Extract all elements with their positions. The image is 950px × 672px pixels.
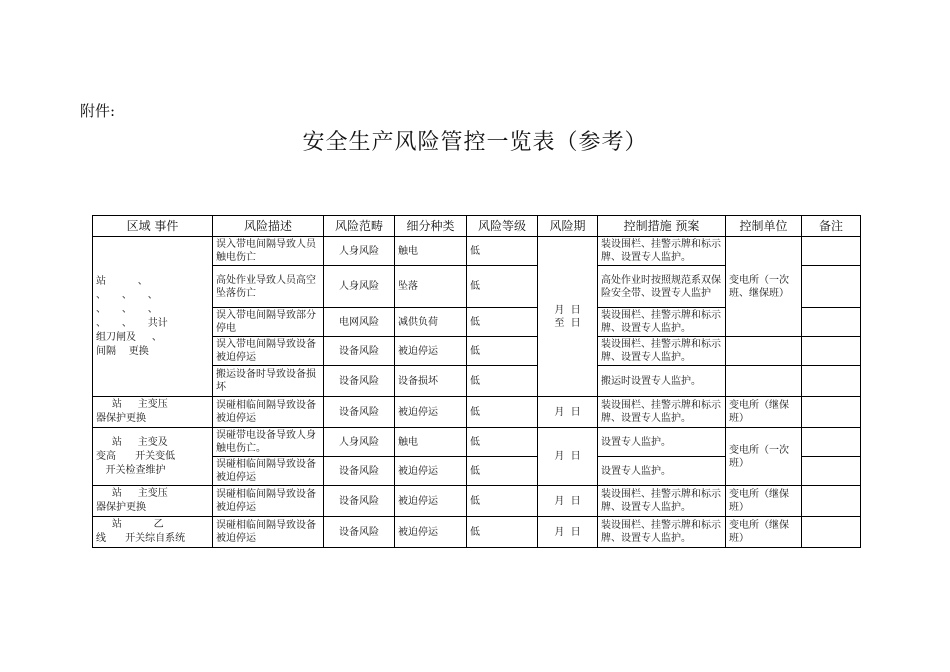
risk-period-cell: 月 日 [538,397,598,428]
risk-description-cell: 误碰相临间隔导致设备被迫停运 [213,486,324,517]
sub-type-cell: 被迫停运 [395,457,467,486]
risk-category-cell: 人身风险 [324,428,395,457]
header-risk-period: 风险期 [538,216,598,237]
risk-description-cell: 误碰带电设备导致人身触电伤亡。 [213,428,324,457]
header-risk-level: 风险等级 [467,216,538,237]
control-unit-cell: 变电所（继保班） [726,397,802,428]
remarks-cell [802,457,861,486]
area-event-cell: 站 主变压 器保护更换 [93,397,213,428]
risk-category-cell: 设备风险 [324,366,395,397]
risk-description-cell: 误入带电间隔导致设备被迫停运 [213,337,324,366]
area-event-cell: 站 、 、 、 、 、 、 、 、 、 共计 组刀闸及 、 间隔 更换 [93,237,213,397]
sub-type-cell: 被迫停运 [395,397,467,428]
risk-level-cell: 低 [467,457,538,486]
control-measure-cell: 装设围栏、挂警示牌和标示牌、设置专人监护。 [598,517,726,548]
risk-description-cell: 搬运设备时导致设备损坏 [213,366,324,397]
control-unit-cell-empty [726,337,802,366]
control-unit-cell: 变电所（一次班） [726,428,802,486]
sub-type-cell: 被迫停运 [395,517,467,548]
risk-level-cell: 低 [467,397,538,428]
remarks-cell [802,366,861,397]
risk-description-cell: 误碰相临间隔导致设备被迫停运 [213,397,324,428]
remarks-cell [802,397,861,428]
control-measure-cell: 装设围栏、挂警示牌和标示牌、设置专人监护。 [598,337,726,366]
table-row [93,237,861,266]
risk-level-cell: 低 [467,366,538,397]
remarks-cell [802,308,861,337]
control-measure-cell: 装设围栏、挂警示牌和标示牌、设置专人监护。 [598,397,726,428]
risk-level-cell: 低 [467,517,538,548]
remarks-cell [802,517,861,548]
control-measure-cell: 设置专人监护。 [598,428,726,457]
risk-category-cell: 设备风险 [324,517,395,548]
control-unit-cell: 变电所（继保班） [726,517,802,548]
sub-type-cell: 设备损坏 [395,366,467,397]
control-unit-cell-empty [726,366,802,397]
control-measure-cell: 装设围栏、挂警示牌和标示牌、设置专人监护。 [598,486,726,517]
table-row [93,517,861,548]
remarks-cell [802,337,861,366]
table-row [93,397,861,428]
table-header-row [93,216,861,237]
risk-level-cell: 低 [467,486,538,517]
table-row [93,428,861,457]
area-event-cell: 站 主变及 变高 开关变低 开关检查维护 [93,428,213,486]
header-risk-description: 风险描述 [213,216,324,237]
risk-category-cell: 设备风险 [324,337,395,366]
remarks-cell [802,266,861,308]
risk-category-cell: 设备风险 [324,397,395,428]
risk-category-cell: 设备风险 [324,486,395,517]
risk-period-cell: 月 日 [538,486,598,517]
risk-period-cell: 月 日 至 日 [538,237,598,397]
sub-type-cell: 触电 [395,428,467,457]
control-measure-cell: 搬运时设置专人监护。 [598,366,726,397]
remarks-cell [802,237,861,266]
risk-description-cell: 误入带电间隔导致人员触电伤亡 [213,237,324,266]
risk-level-cell: 低 [467,308,538,337]
control-measure-cell: 高处作业时按照规范系双保险安全带、设置专人监护 [598,266,726,308]
sub-type-cell: 被迫停运 [395,337,467,366]
control-measure-cell: 装设围栏、挂警示牌和标示牌、设置专人监护。 [598,308,726,337]
header-sub-type: 细分种类 [395,216,467,237]
sub-type-cell: 触电 [395,237,467,266]
risk-category-cell: 电网风险 [324,308,395,337]
header-risk-category: 风险范畴 [324,216,395,237]
control-measure-cell: 装设围栏、挂警示牌和标示牌、设置专人监护。 [598,237,726,266]
area-event-cell: 站 乙 线 开关综自系统 [93,517,213,548]
risk-description-cell: 误入带电间隔导致部分停电 [213,308,324,337]
risk-level-cell: 低 [467,428,538,457]
risk-level-cell: 低 [467,237,538,266]
control-unit-cell: 变电所（一次班、继保班） [726,237,802,337]
header-area-event: 区域 事件 [93,216,213,237]
header-remarks: 备注 [802,216,861,237]
risk-level-cell: 低 [467,266,538,308]
attachment-label: 附件: [80,102,116,120]
document-title: 安全生产风险管控一览表（参考） [302,130,648,155]
header-control-measures: 控制措施 预案 [598,216,726,237]
risk-control-table [92,215,861,548]
table-row [93,486,861,517]
risk-description-cell: 高处作业导致人员高空坠落伤亡 [213,266,324,308]
area-event-cell: 站 主变压 器保护更换 [93,486,213,517]
risk-description-cell: 误碰相临间隔导致设备被迫停运 [213,457,324,486]
risk-period-cell: 月 日 [538,428,598,486]
risk-level-cell: 低 [467,337,538,366]
risk-category-cell: 人身风险 [324,237,395,266]
risk-description-cell: 误碰相临间隔导致设备被迫停运 [213,517,324,548]
risk-category-cell: 人身风险 [324,266,395,308]
sub-type-cell: 坠落 [395,266,467,308]
control-unit-cell: 变电所（继保班） [726,486,802,517]
sub-type-cell: 被迫停运 [395,486,467,517]
risk-category-cell: 设备风险 [324,457,395,486]
remarks-cell [802,428,861,457]
remarks-cell [802,486,861,517]
risk-period-cell: 月 日 [538,517,598,548]
header-control-unit: 控制单位 [726,216,802,237]
control-measure-cell: 设置专人监护。 [598,457,726,486]
sub-type-cell: 减供负荷 [395,308,467,337]
